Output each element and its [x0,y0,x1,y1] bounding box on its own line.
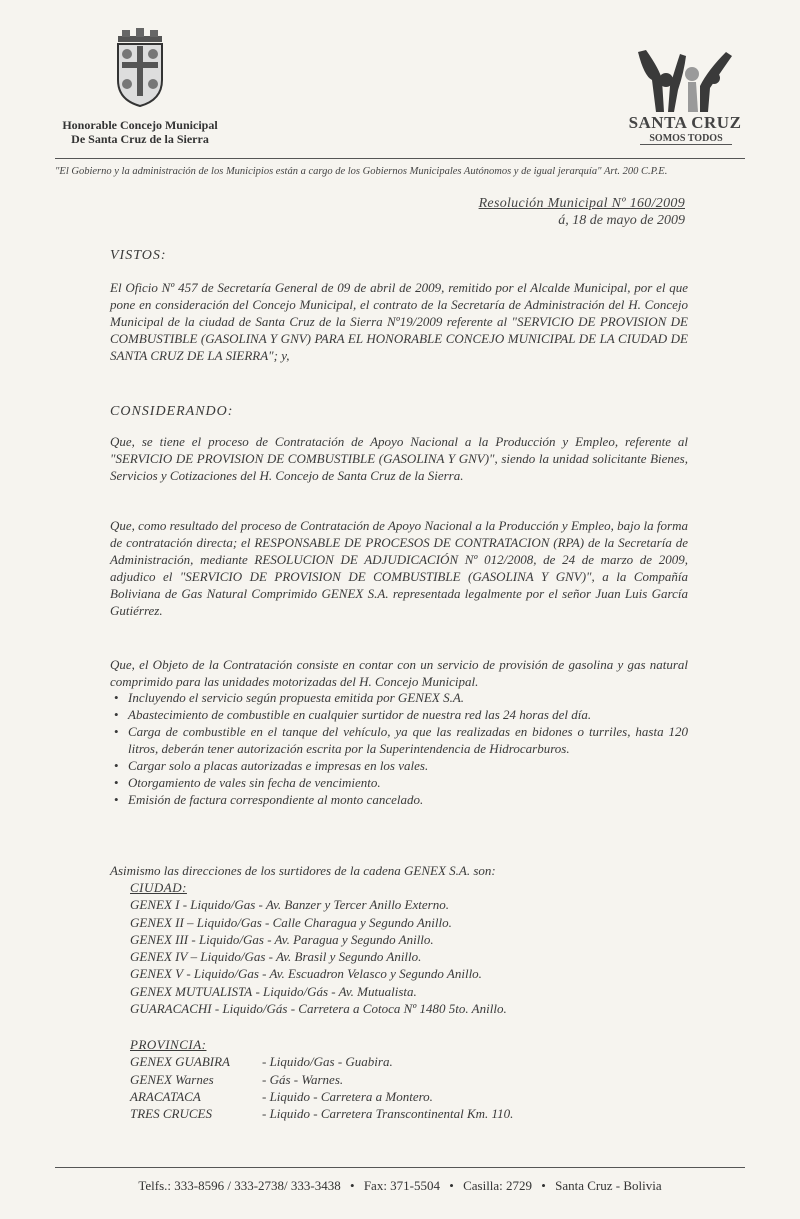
station-name: GENEX Warnes [130,1071,214,1087]
vistos-heading: VISTOS: [110,248,167,263]
station-detail: - Liquido/Gas - Guabira. [262,1054,393,1070]
station-name: GUARACACHI [130,1001,212,1017]
considerando-heading: CONSIDERANDO: [110,404,234,419]
station-row [130,931,507,948]
resolution-title: Resolución Municipal Nº 160/2009 [478,196,685,211]
list-item: • Otorgamiento de vales sin fecha de vencimiento. [114,774,688,791]
provincia-heading: PROVINCIA: [130,1037,207,1052]
footer-separator: • [449,1178,454,1193]
station-row [130,1071,513,1088]
considerando-paragraph-3: Que, el Objeto de la Contratación consiste en contar con un servicio de provisión de gasolina y gas natural comprimido para las unidades motorizadas del H. Concejo Municipal. [110,657,688,689]
station-name: GENEX V [130,966,184,982]
list-item: • Incluyendo el servicio según propuesta emitida por GENEX S.A. [114,689,688,706]
station-name: GENEX III [130,931,189,947]
station-row [130,1088,513,1105]
list-item: • Cargar solo a placas autorizadas e impresas en los vales. [114,757,688,774]
footer-contact [0,1178,800,1194]
station-detail: – Liquido/Gas - Calle Charagua y Segundo Anillo. [187,914,452,930]
stations-intro: Asimismo las direcciones de los surtidores de la cadena GENEX S.A. son: [110,863,496,878]
list-item: • Emisión de factura correspondiente al monto cancelado. [114,791,688,808]
station-detail: - Liquido - Carretera a Montero. [262,1088,433,1104]
footer-separator: • [350,1178,355,1193]
logo-title: SANTA CRUZ [628,113,742,132]
considerando-paragraph-2: Que, como resultado del proceso de Contratación de Apoyo Nacional a la Producción y Empleo, bajo la forma de contratación directa; el RESPONSABLE DE PROCESOS DE CONTRATACION (RPA) de la Secretaría de Administración, mediante RESOLUCION DE ADJUDICACIÓN Nº 012/2008, de 24 de marzo de 2009, adjudico el "SERVICIO DE PROVISION DE COMBUSTIBLE (GASOLINA Y GNV)", a la Compañía Boliviana de Gas Natural Comprimido GENEX S.A. representada legalmente por el señor Juan Luis García Gutiérrez. [110,518,688,618]
station-row [130,914,507,931]
station-name: GENEX GUABIRA [130,1054,231,1070]
station-detail: - Liquido - Carretera Transcontinental Km. 110. [262,1106,514,1122]
org-name [30,118,250,146]
footer-po-box: Casilla: 2729 [463,1178,533,1193]
station-name: GENEX II [130,914,184,930]
station-name: TRES CRUCES [130,1106,212,1122]
station-row [130,896,507,913]
footer-place: Santa Cruz - Bolivia [555,1178,662,1193]
station-detail: – Liquido/Gas - Av. Brasil y Segundo Anillo. [190,949,422,965]
station-name: GENEX I [130,897,180,913]
station-row [130,1105,513,1122]
footer-phones: Telfs.: 333-8596 / 333-2738/ 333-3438 [138,1178,341,1193]
service-conditions-list [114,689,688,808]
footer-divider [55,1167,745,1168]
ciudad-stations [130,879,507,1017]
station-row [130,983,507,1000]
municipal-crest-logo [112,28,168,108]
station-name: GENEX MUTUALISTA [130,983,253,999]
provincia-stations [130,1036,513,1122]
station-detail: - Liquido/Gas - Av. Banzer y Tercer Anillo Externo. [182,897,449,913]
org-name-line2: De Santa Cruz de la Sierra [71,132,209,146]
list-item: • Abastecimiento de combustible en cualquier surtidor de nuestra red las 24 horas del día. [114,706,688,723]
station-detail: - Gás - Warnes. [262,1071,344,1087]
footer-fax: Fax: 371-5504 [363,1178,441,1193]
station-row [130,965,507,982]
santa-cruz-figures-logo [630,46,740,114]
station-name: GENEX IV [130,949,188,965]
station-row [130,1053,513,1070]
resolution-date: á, 18 de mayo de 2009 [558,213,685,228]
station-row [130,1000,507,1017]
ciudad-heading: CIUDAD: [130,880,187,895]
station-detail: - Liquido/Gas - Av. Escuadron Velasco y Segundo Anillo. [186,966,482,982]
logo-slogan: SOMOS TODOS [640,133,732,145]
station-name: ARACATACA [130,1088,201,1104]
constitution-quote: "El Gobierno y la administración de los Municipios están a cargo de los Gobiernos Municipales Autónomos y de igual jerarquía" Art. 200 C.P.E. [55,166,668,177]
station-detail: - Liquido/Gas - Av. Paragua y Segundo Anillo. [191,931,434,947]
station-row [130,948,507,965]
station-detail: - Liquido/Gás - Carretera a Cotoca Nº 1480 5to. Anillo. [214,1001,507,1017]
vistos-paragraph: El Oficio Nº 457 de Secretaría General de 09 de abril de 2009, remitido por el Alcalde Municipal, por el que pone en consideración del Concejo Municipal, el contrato de la Secretaría de Administración del H. Concejo Municipal de la ciudad de Santa Cruz de la Sierra Nº19/2009 referente al "SERVICIO DE PROVISION DE COMBUSTIBLE (GASOLINA Y GNV) PARA EL HONORABLE CONCEJO MUNICIPAL DE LA CIUDAD DE SANTA CRUZ DE LA SIERRA"; y, [110,280,688,363]
considerando-paragraph-1: Que, se tiene el proceso de Contratación de Apoyo Nacional a la Producción y Empleo, referente al "SERVICIO DE PROVISION DE COMBUSTIBLE (GASOLINA Y GNV)", siendo la unidad solicitante Bienes, Servicios y Cotizaciones del H. Concejo de Santa Cruz de la Sierra. [110,434,688,483]
header-divider [55,158,745,159]
station-detail: - Liquido/Gás - Av. Mutualista. [255,983,417,999]
list-item: • Carga de combustible en el tanque del vehículo, ya que las realizadas en bidones o turriles, hasta 120 litros, deberán tener autorización escrita por la Superintendencia de Hidrocarburos. [114,723,688,757]
footer-separator: • [541,1178,546,1193]
org-name-line1: Honorable Concejo Municipal [62,118,218,132]
